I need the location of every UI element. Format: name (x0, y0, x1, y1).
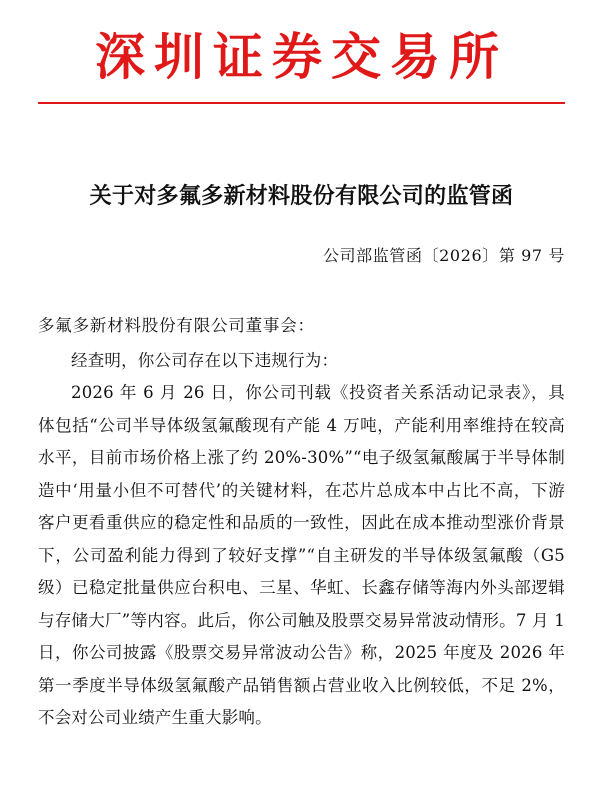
document-number: 公司部监管函〔2026〕第 97 号 (322, 246, 565, 265)
header-divider (38, 102, 565, 104)
paragraph-violation-details: 2026 年 6 月 26 日，你公司刊载《投资者关系活动记录表》，具体包括“公司半导体级氢氟酸现有产能 4 万吨，产能利用率维持在较高水平，目前市场价格上涨了约 20%-30%”“电子级氢氟酸属于半导体制造中‘用量小但不可替代’的关键材料，在芯片总成本中占比不高，下游客户更看重供应的稳定性和品质的一致性，因此在成本推动型涨价背景下，公司盈利能力得到了较好支撑”“自主研发的半导体级氢氟酸（G5 级）已稳定批量供应台积电、三星、华虹、长鑫存储等海内外头部逻辑与存储大厂”等内容。此后，你公司触及股票交易异常波动情形。7 月 1 日，你公司披露《股票交易异常波动公告》称，2025 年度及 2026 年第一季度半导体级氢氟酸产品销售额占营业收入比例较低，不足 2%，不会对公司业绩产生重大影响。 (38, 383, 565, 727)
paragraph-intro: 经查明，你公司存在以下违规行为： (71, 351, 339, 370)
issuer-header: 深圳证券交易所 (95, 27, 508, 86)
addressee: 多氟多新材料股份有限公司董事会： (38, 316, 315, 335)
document-title: 关于对多氟多新材料股份有限公司的监管函 (89, 183, 514, 209)
